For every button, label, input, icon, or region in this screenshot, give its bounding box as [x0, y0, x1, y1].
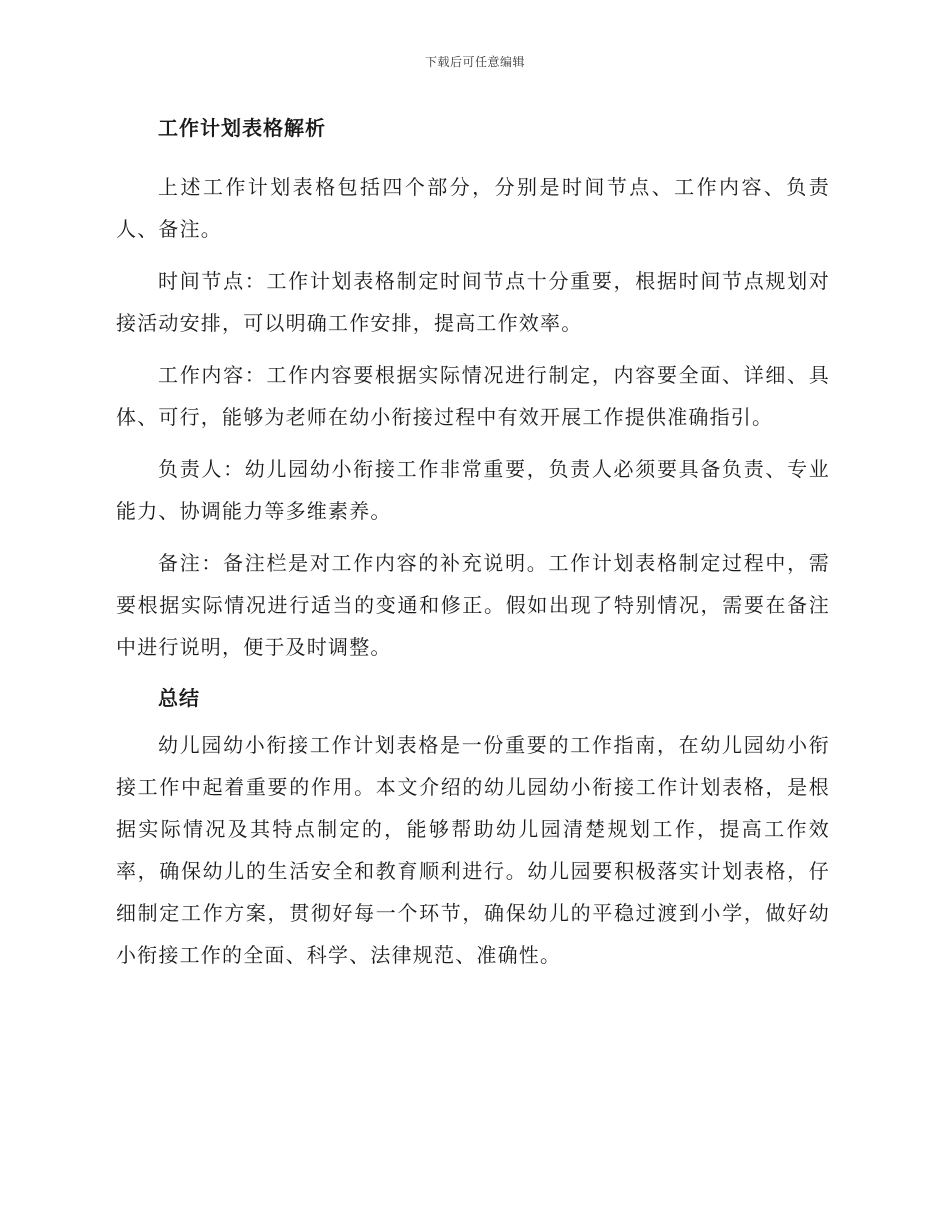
- section-heading-analysis: 工作计划表格解析: [158, 116, 326, 140]
- paragraph-overview: 上述工作计划表格包括四个部分，分别是时间节点、工作内容、负责人、备注。: [116, 175, 830, 241]
- page-header: 下载后可任意编辑: [424, 55, 525, 69]
- section-heading-summary: 总结: [158, 686, 200, 710]
- paragraph-responsible-person: 负责人：幼儿园幼小衔接工作非常重要，负责人必须要具备负责、专业能力、协调能力等多维素养。: [116, 457, 830, 523]
- paragraph-work-content: 工作内容：工作内容要根据实际情况进行制定，内容要全面、详细、具体、可行，能够为老师在幼小衔接过程中有效开展工作提供准确指引。: [116, 363, 830, 429]
- paragraph-summary: 幼儿园幼小衔接工作计划表格是一份重要的工作指南，在幼儿园幼小衔接工作中起着重要的作用。本文介绍的幼儿园幼小衔接工作计划表格，是根据实际情况及其特点制定的，能够帮助幼儿园清楚规划工作，提高工作效率，确保幼儿的生活安全和教育顺利进行。幼儿园要积极落实计划表格，仔细制定工作方案，贯彻好每一个环节，确保幼儿的平稳过渡到小学，做好幼小衔接工作的全面、科学、法律规范、准确性。: [116, 733, 830, 967]
- paragraph-time-nodes: 时间节点：工作计划表格制定时间节点十分重要，根据时间节点规划对接活动安排，可以明确工作安排，提高工作效率。: [116, 269, 830, 335]
- paragraph-remarks: 备注：备注栏是对工作内容的补充说明。工作计划表格制定过程中，需要根据实际情况进行适当的变通和修正。假如出现了特别情况，需要在备注中进行说明，便于及时调整。: [116, 551, 830, 659]
- document-body: [116, 112, 830, 986]
